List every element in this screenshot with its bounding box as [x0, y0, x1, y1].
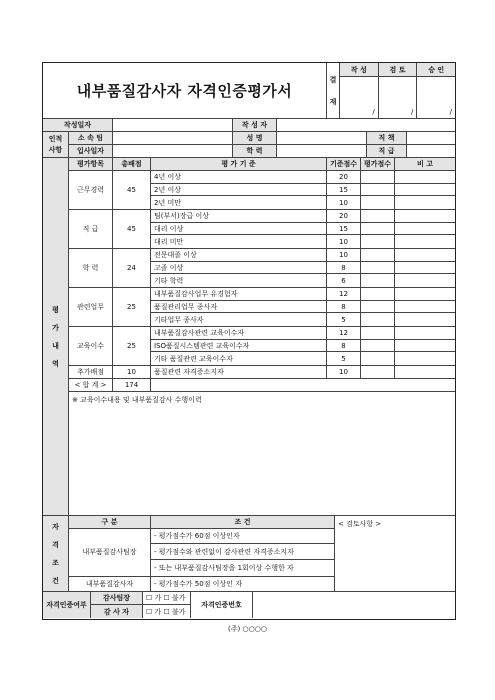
leader-label: 내부품질감사팀장 [69, 529, 151, 576]
name-field[interactable] [277, 132, 367, 144]
approval-label-char: 결 [329, 75, 337, 84]
education-label: 학 력 [233, 145, 277, 157]
col-header-base-score: 기준점수 [327, 158, 361, 170]
eval-base-score: 10 [327, 196, 361, 209]
eval-criterion-row [151, 352, 455, 365]
eval-criterion-row [151, 171, 455, 184]
position-label: 직 책 [367, 132, 407, 144]
eval-criterion-row [151, 196, 455, 209]
eval-side-char: 내 [52, 341, 59, 350]
sum-label: < 합 계 > [69, 379, 113, 391]
col-header-criteria: 평 가 기 준 [151, 158, 327, 170]
name-label: 성 명 [233, 132, 277, 144]
auditor-condition: - 평가점수가 50점 이상인 자 [154, 579, 242, 588]
created-date-label: 작성일자 [43, 119, 113, 131]
col-header-remarks: 비 고 [417, 160, 433, 168]
eval-base-score: 5 [327, 352, 361, 365]
eval-group [69, 210, 455, 249]
evaluation-section [43, 158, 455, 516]
eval-remarks-input[interactable] [395, 210, 455, 222]
eval-criterion: 2년 이상 [151, 184, 327, 196]
eval-criterion: 대리 미만 [151, 235, 327, 248]
eval-criterion-row [151, 235, 455, 248]
eval-criterion: 고졸 이상 [151, 262, 327, 274]
eval-side-char: 평 [52, 305, 59, 314]
eval-criterion: 팀(부서)장급 이상 [151, 210, 327, 222]
eval-remarks-input[interactable] [395, 288, 455, 300]
company-footer: (주) ○○○○ [228, 625, 267, 633]
leader-condition-1: - 평가점수가 60점 이상인자 [151, 529, 334, 545]
cert-number-field[interactable] [253, 592, 455, 618]
eval-criterion-row [151, 301, 455, 314]
eval-score-input[interactable] [361, 249, 395, 261]
review-area[interactable] [335, 516, 455, 591]
eval-score-input[interactable] [361, 352, 395, 365]
eval-remarks-input[interactable] [395, 352, 455, 365]
eval-item-total: 25 [113, 288, 151, 326]
eval-criterion-row [151, 249, 455, 262]
sum-empty [151, 379, 455, 391]
approval-sign-review[interactable]: / [379, 77, 418, 118]
eval-criterion-row [151, 184, 455, 197]
eval-criterion-row [151, 210, 455, 223]
eval-criterion: 전문대졸 이상 [151, 249, 327, 261]
eval-group [69, 249, 455, 288]
eval-item-total: 45 [113, 210, 151, 248]
grade-field[interactable] [407, 145, 455, 157]
approval-col-approve: 승 인 [428, 65, 445, 74]
cert-leader-label: 감사팀장 [91, 592, 143, 604]
approval-label-char: 재 [329, 97, 337, 106]
eval-criterion-row [151, 223, 455, 236]
eval-side-char: 가 [52, 323, 59, 332]
leader-condition-2: - 평가점수와 관련없이 감사관련 자격증소지자 [151, 544, 334, 560]
eval-side-char: 역 [52, 359, 59, 368]
eval-base-score: 15 [327, 184, 361, 196]
dept-label: 소 속 팀 [69, 132, 113, 144]
eval-base-score: 8 [327, 301, 361, 313]
eval-remarks-input[interactable] [395, 340, 455, 352]
eval-item-label: 근무경력 [69, 171, 113, 209]
eval-score-input[interactable] [361, 196, 395, 209]
eval-criterion-row [151, 262, 455, 275]
eval-base-score: 8 [327, 340, 361, 352]
position-field[interactable] [407, 132, 455, 144]
form-title: 내부품질감사자 자격인증평가서 [43, 63, 327, 118]
created-date-field[interactable] [113, 119, 233, 131]
eval-remarks-input[interactable] [395, 366, 455, 378]
qual-side-char: 건 [52, 576, 59, 585]
join-date-label: 입사일자 [69, 145, 113, 157]
eval-criterion: 대리 이상 [151, 223, 327, 235]
education-history-area[interactable] [69, 392, 455, 515]
eval-group [69, 288, 455, 327]
certification-label: 자격인증여부 [43, 592, 91, 618]
qualification-side-label [43, 516, 69, 591]
eval-criterion-row [151, 366, 455, 378]
join-date-field[interactable] [113, 145, 233, 157]
leader-condition-3: - 또는 내부품질감사팀장을 1회이상 수행한 자 [154, 563, 294, 572]
col-header-eval-score: 평가점수 [361, 158, 395, 170]
eval-criterion: 2년 미만 [151, 196, 327, 209]
eval-remarks-input[interactable] [395, 196, 455, 209]
eval-remarks-input[interactable] [395, 223, 455, 235]
eval-score-input[interactable] [361, 171, 395, 183]
eval-item-total: 45 [113, 171, 151, 209]
eval-base-score: 10 [327, 235, 361, 248]
personal-info-label [43, 132, 69, 157]
eval-remarks-input[interactable] [395, 313, 455, 326]
title-block [43, 63, 455, 119]
eval-remarks-input[interactable] [395, 274, 455, 287]
dept-field[interactable] [113, 132, 233, 144]
certification-section [43, 592, 455, 618]
author-label: 작 성 자 [233, 119, 277, 131]
qual-header-category: 구 분 [69, 516, 151, 528]
eval-criterion: 내부품질감사관련 교육이수자 [151, 327, 327, 339]
eval-remarks-input[interactable] [395, 184, 455, 196]
eval-criterion-row [151, 288, 455, 301]
eval-score-input[interactable] [361, 288, 395, 300]
eval-base-score: 20 [327, 171, 361, 183]
grade-label: 직 급 [367, 145, 407, 157]
eval-criterion: 품질관리업무 종사자 [151, 301, 327, 313]
eval-criterion-row [151, 327, 455, 340]
eval-group [69, 171, 455, 210]
approval-col-review: 검 토 [379, 63, 418, 76]
education-field[interactable] [277, 145, 367, 157]
eval-item-label: 추가배점 [69, 366, 113, 378]
eval-score-input[interactable] [361, 223, 395, 235]
sum-value: 174 [113, 379, 151, 391]
approval-box [327, 63, 455, 118]
eval-criterion-row [151, 313, 455, 326]
eval-item-label: 학 력 [69, 249, 113, 287]
qual-side-char: 조 [52, 558, 59, 567]
eval-score-input[interactable] [361, 210, 395, 222]
eval-criterion-row [151, 274, 455, 287]
evaluation-side-label [43, 158, 69, 515]
eval-base-score: 10 [327, 249, 361, 261]
eval-criterion: ISO품질시스템관련 교육이수자 [151, 340, 327, 352]
eval-base-score: 8 [327, 262, 361, 274]
eval-criterion: 품질관련 자격증소지자 [151, 366, 327, 378]
eval-base-score: 12 [327, 327, 361, 339]
eval-score-input[interactable] [361, 235, 395, 248]
eval-remarks-input[interactable] [395, 249, 455, 261]
eval-score-input[interactable] [361, 262, 395, 274]
eval-score-input[interactable] [361, 184, 395, 196]
eval-base-score: 12 [327, 288, 361, 300]
eval-criterion-row [151, 340, 455, 353]
author-field[interactable] [277, 119, 455, 131]
eval-remarks-input[interactable] [395, 171, 455, 183]
eval-criterion: 기타 학력 [151, 274, 327, 287]
evaluation-form [42, 62, 456, 620]
eval-base-score: 5 [327, 313, 361, 326]
eval-group [69, 327, 455, 366]
eval-score-input[interactable] [361, 301, 395, 313]
eval-criterion: 내부품질감사업무 유경험자 [151, 288, 327, 300]
eval-score-input[interactable] [361, 366, 395, 378]
auditor-label: 내부품질감사자 [69, 577, 151, 591]
eval-item-label: 교육이수 [69, 327, 113, 365]
eval-item-total: 25 [113, 327, 151, 365]
qual-side-char: 격 [52, 540, 59, 549]
eval-item-total: 10 [113, 366, 151, 378]
cert-leader-options[interactable]: ☐ 가 ☐ 불가 [146, 594, 186, 602]
qual-header-condition: 조 건 [234, 517, 251, 526]
eval-remarks-input[interactable] [395, 301, 455, 313]
eval-score-input[interactable] [361, 313, 395, 326]
eval-base-score: 15 [327, 223, 361, 235]
approval-col-author: 작 성 [340, 63, 379, 76]
qual-side-char: 자 [52, 522, 59, 531]
education-history-note: ※ 교육이수내용 및 내부품질감사 수행이력 [72, 396, 202, 404]
eval-remarks-input[interactable] [395, 327, 455, 339]
eval-criterion: 기타업무 종사자 [151, 313, 327, 326]
eval-score-input[interactable] [361, 274, 395, 287]
eval-score-input[interactable] [361, 327, 395, 339]
eval-item-label: 관련업무 [69, 288, 113, 326]
cert-number-label: 자격인증번호 [191, 592, 253, 618]
eval-item-label: 직 급 [69, 210, 113, 248]
col-header-item: 평가항목 [69, 158, 113, 170]
eval-base-score: 6 [327, 274, 361, 287]
col-header-total: 총배점 [113, 158, 151, 170]
eval-remarks-input[interactable] [395, 235, 455, 248]
cert-auditor-label: 감 사 자 [91, 605, 143, 618]
approval-label [327, 63, 340, 118]
eval-item-total: 24 [113, 249, 151, 287]
qualification-section [43, 516, 455, 592]
review-label: < 검토사항 > [338, 520, 382, 528]
eval-base-score: 20 [327, 210, 361, 222]
eval-criterion: 기타 품질관련 교육이수자 [151, 352, 327, 365]
cert-auditor-options[interactable]: ☐ 가 ☐ 불가 [146, 607, 186, 616]
eval-criterion: 4년 이상 [151, 171, 327, 183]
eval-remarks-input[interactable] [395, 262, 455, 274]
personal-label-char: 사항 [48, 145, 63, 154]
eval-group [69, 366, 455, 379]
approval-sign-author[interactable]: / [340, 77, 379, 118]
personal-label-char: 인적 [48, 134, 63, 143]
approval-sign-approve[interactable]: / [449, 108, 453, 116]
eval-score-input[interactable] [361, 340, 395, 352]
eval-base-score: 10 [327, 366, 361, 378]
